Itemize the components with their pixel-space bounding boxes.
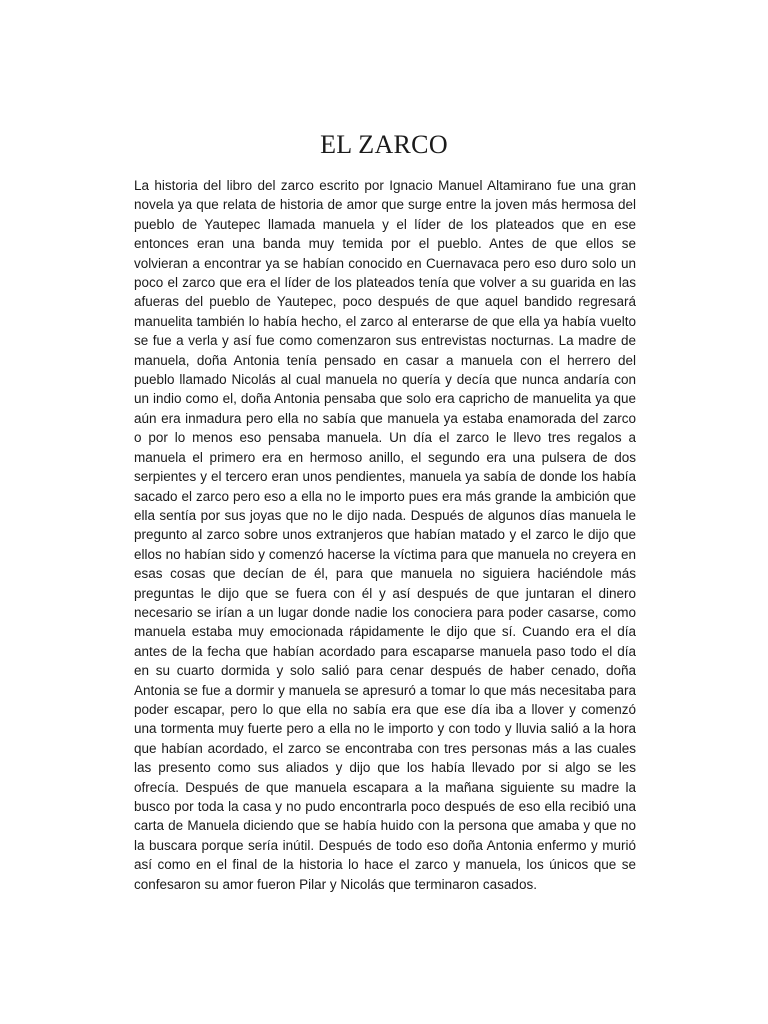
document-body: La historia del libro del zarco escrito por Ignacio Manuel Altamirano fue una gran novela ya que relata de historia de amor que surge entre la joven más hermosa del pueblo de Yautepec llamada manuela y el líder de los plateados que en ese entonces eran una banda muy temida por el pueblo. Antes de que ellos se volvieran a encontrar ya se habían conocido en Cuernavaca pero eso duro solo un poco el zarco que era el líder de los plateados tenía que volver a su guarida en las afueras del pueblo de Yautepec, poco después de que aquel bandido regresará manuelita también lo había hecho, el zarco al enterarse de que ella ya había vuelto se fue a verla y así fue como comenzaron sus entrevistas nocturnas. La madre de manuela, doña Antonia tenía pensado en casar a manuela con el herrero del pueblo llamado Nicolás al cual manuela no quería y decía que nunca andaría con un indio como el, doña Antonia pensaba que solo era capricho de manuelita ya que aún era inmadura pero ella no sabía que manuela ya estaba enamorada del zarco o por lo menos eso pensaba manuela. Un día el zarco le llevo tres regalos a manuela el primero era en hermoso anillo, el segundo era una pulsera de dos serpientes y el tercero eran unos pendientes, manuela ya sabía de donde los había sacado el zarco pero eso a ella no le importo pues era más grande la ambición que ella sentía por sus joyas que no le dijo nada. Después de algunos días manuela le pregunto al zarco sobre unos extranjeros que habían matado y el zarco le dijo que ellos no habían sido y comenzó hacerse la víctima para que manuela no creyera en esas cosas que decían de él, para que manuela no siguiera haciéndole más preguntas le dijo que se fuera con él y así después de que juntaran el dinero necesario se irían a un lugar donde nadie los conociera para poder casarse, como manuela estaba muy emocionada rápidamente le dijo que sí. Cuando era el día antes de la fecha que habían acordado para escaparse manuela paso todo el día en su cuarto dormida y solo salió para cenar después de haber cenado, doña Antonia se fue a dormir y manuela se apresuró a tomar lo que más necesitaba para poder escapar, pero lo que ella no sabía era que ese día iba a llover y comenzó una tormenta muy fuerte pero a ella no le importo y con todo y lluvia salió a la hora que habían acordado, el zarco se encontraba con tres personas más a las cuales las presento como sus aliados y dijo que los había llevado por si algo se les ofrecía. Después de que manuela escapara a la mañana siguiente su madre la busco por toda la casa y no pudo encontrarla poco después de eso ella recibió una carta de Manuela diciendo que se había huido con la persona que amaba y que no la buscara porque sería inútil. Después de todo eso doña Antonia enfermo y murió así como en el final de la historia lo hace el zarco y manuela, los únicos que se confesaron su amor fueron Pilar y Nicolás que terminaron casados. <box>134 178 636 892</box>
document-title: EL ZARCO <box>320 130 448 159</box>
